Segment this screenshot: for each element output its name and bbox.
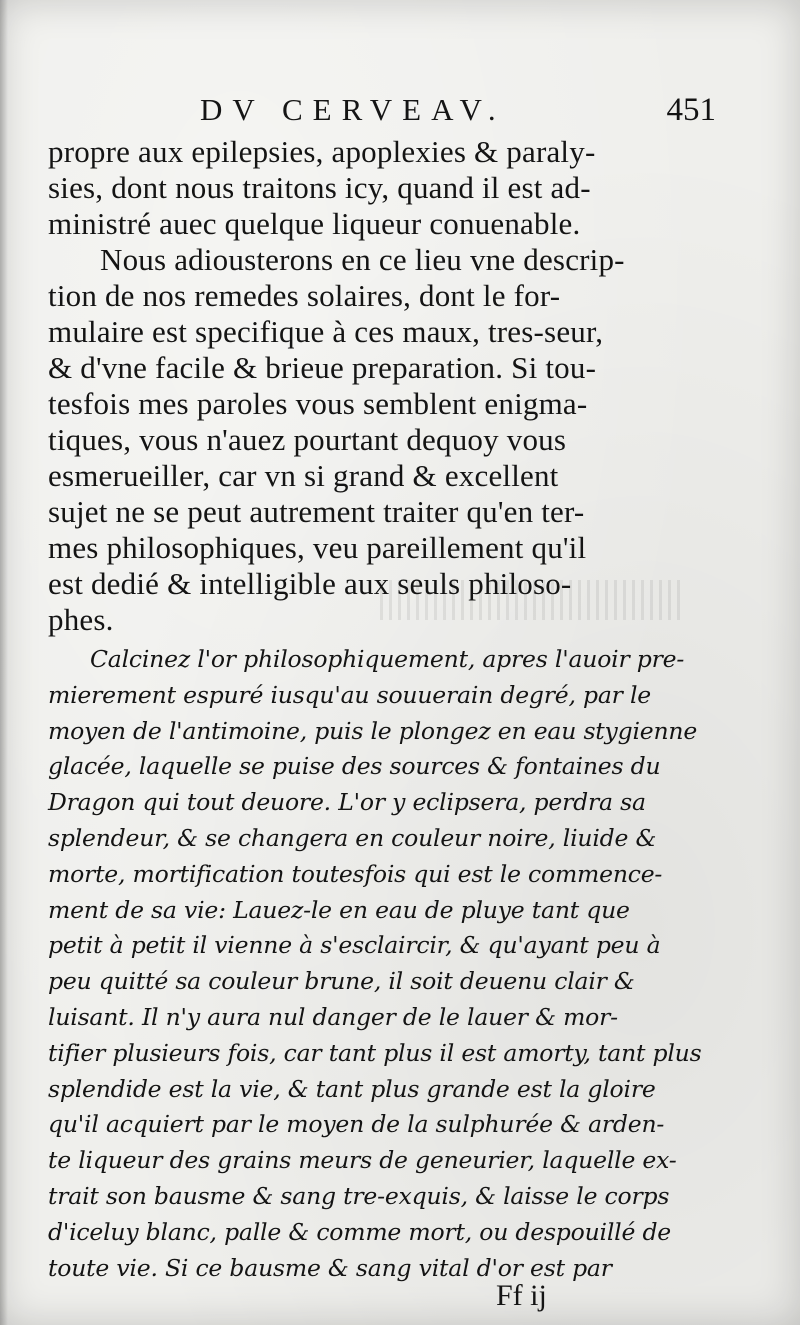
text-line: splendeur, & se changera en couleur noire, liuide &: [48, 823, 657, 852]
page-header: [50, 90, 730, 130]
text-line: propre aux epilepsies, apoplexies & paraly-: [48, 134, 596, 169]
text-line: ment de sa vie: Lauez-le en eau de pluye tant que: [48, 895, 630, 924]
text-line: peu quitté sa couleur brune, il soit deuenu clair &: [48, 967, 635, 996]
text-line: sies, dont nous traitons icy, quand il est ad-: [48, 170, 591, 205]
text-line: moyen de l'antimoine, puis le plongez en eau stygienne: [48, 716, 698, 745]
text-line: Calcinez l'or philosophiquement, apres l'auoir pre-: [90, 645, 685, 673]
text-line: Nous adiousterons en ce lieu vne descrip-: [100, 242, 625, 277]
text-line: d'iceluy blanc, palle & comme mort, ou despouillé de: [48, 1217, 672, 1246]
paragraph-2: [48, 242, 668, 638]
text-line: trait son bausme & sang tre-exquis, & laisse le corps: [48, 1181, 670, 1210]
text-line: est dedié & intelligible aux seuls philoso-: [48, 566, 572, 601]
text-line: te liqueur des grains meurs de geneurier, laquelle ex-: [48, 1146, 677, 1175]
text-line: luisant. Il n'y aura nul danger de le lauer & mor-: [48, 1002, 618, 1031]
text-line: petit à petit il vienne à s'esclaircir, & qu'ayant peu à: [48, 931, 661, 960]
text-line: mes philosophiques, veu pareillement qu'il: [48, 530, 587, 565]
page-body: [48, 134, 702, 1286]
text-line: Dragon qui tout deuore. L'or y eclipsera, perdra sa: [48, 788, 646, 817]
paragraph-3-recipe: [48, 642, 702, 1286]
text-line: morte, mortification toutesfois qui est le commence-: [48, 859, 663, 888]
text-line: mulaire est specifique à ces maux, tres-seur,: [48, 314, 604, 349]
page-gutter-shadow: [0, 0, 8, 1325]
text-line: tesfois mes paroles vous semblent enigma-: [48, 386, 588, 421]
paragraph-1: [48, 134, 668, 242]
text-line: & d'vne facile & brieue preparation. Si tou-: [48, 350, 597, 385]
text-line: qu'il acquiert par le moyen de la sulphurée & arden-: [48, 1110, 665, 1139]
text-line: ministré auec quelque liqueur conuenable.: [48, 206, 581, 241]
text-line: mierement espuré iusqu'au souuerain degré, par le: [48, 680, 652, 709]
signature-mark: Ff ij: [496, 1279, 547, 1312]
text-line: tion de nos remedes solaires, dont le for-: [48, 278, 561, 313]
text-line: esmerueiller, car vn si grand & excellent: [48, 458, 559, 493]
text-line: glacée, laquelle se puise des sources & fontaines du: [48, 752, 661, 781]
text-line: tiques, vous n'auez pourtant dequoy vous: [48, 422, 567, 457]
text-line: phes.: [48, 602, 114, 637]
text-line: toute vie. Si ce bausme & sang vital d'or est par: [48, 1253, 612, 1282]
text-line: splendide est la vie, & tant plus grande est la gloire: [48, 1074, 656, 1103]
running-title: DV CERVEAV.: [200, 92, 506, 127]
text-line: tifier plusieurs fois, car tant plus il est amorty, tant plus: [48, 1038, 702, 1067]
text-line: sujet ne se peut autrement traiter qu'en ter-: [48, 494, 585, 529]
page-number: 451: [666, 92, 716, 128]
